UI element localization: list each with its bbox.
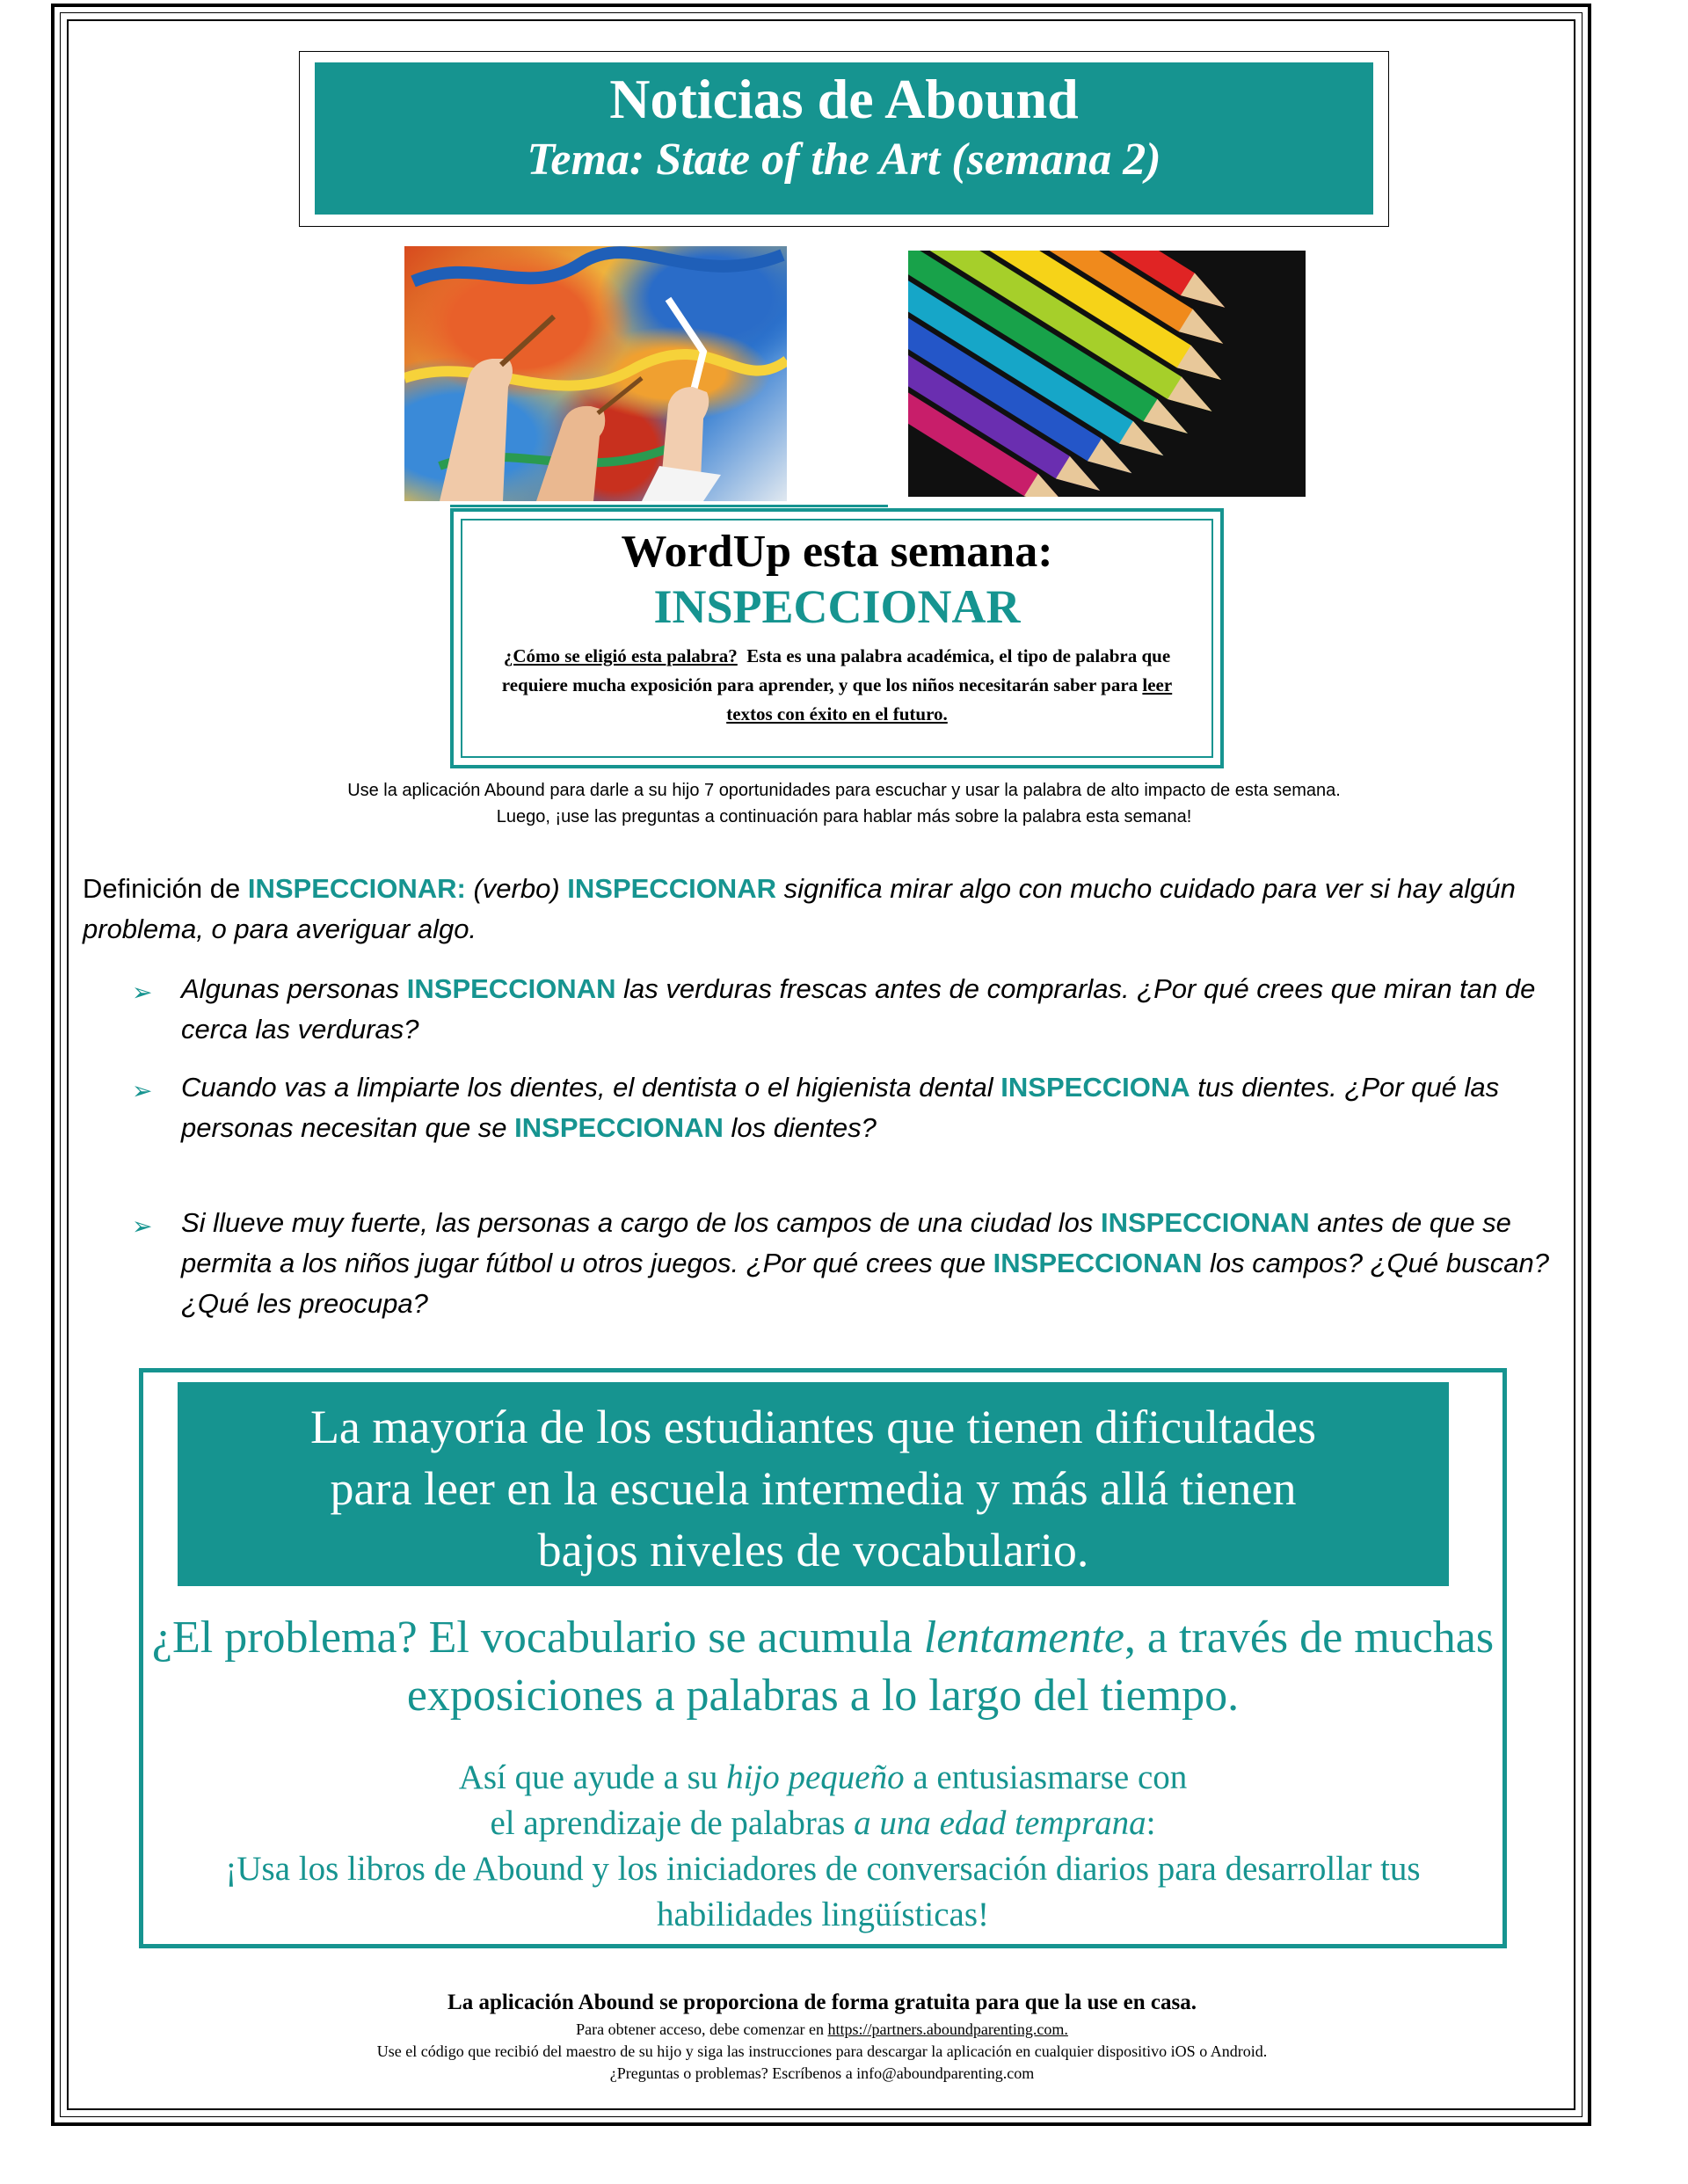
definition <box>83 869 1577 950</box>
bullet-keyword: INSPECCIONAN <box>993 1248 1203 1278</box>
intro-text <box>176 777 1512 830</box>
list-item <box>132 1203 1574 1324</box>
problem-text <box>149 1609 1496 1725</box>
teal-divider <box>450 505 888 507</box>
help-text-e: ¡Usa los libros de Abound y los iniciadores de conversación diarios para desarrollar tus habilidades lingüísticas! <box>225 1850 1421 1933</box>
bullet-text: las verduras frescas antes de comprarlas. ¿Por qué crees que miran tan de cerca las verduras? <box>181 973 1536 1045</box>
bullet-text: Cuando vas a limpiarte los dientes, el dentista o el higienista dental <box>181 1072 1001 1103</box>
footer-access-link[interactable]: https://partners.aboundparenting.com. <box>827 2020 1068 2038</box>
colored-pencils-image <box>908 251 1306 497</box>
wordup-note-question: ¿Cómo se eligió esta palabra? <box>503 645 738 666</box>
help-emphasis-2: a una edad temprana <box>854 1804 1146 1842</box>
bullet-text: Si llueve muy fuerte, las personas a cargo de los campos de una ciudad los <box>181 1207 1101 1238</box>
definition-prefix: Definición de <box>83 873 248 904</box>
problem-text-b: , a través de muchas exposiciones a palabras a lo largo del tiempo. <box>406 1613 1495 1721</box>
question-list <box>132 969 1574 1324</box>
arrow-bullet-icon: ➢ <box>132 979 153 1006</box>
wordup-note <box>494 642 1180 729</box>
page-title: Noticias de Abound <box>609 68 1079 130</box>
bullet-text: los dientes? <box>723 1112 877 1143</box>
bullet-keyword: INSPECCIONAN <box>1100 1207 1310 1238</box>
footer-contact: ¿Preguntas o problemas? Escríbenos a info@aboundparenting.com <box>609 2064 1035 2082</box>
wordup-note-text: Esta es una palabra académica, el tipo de palabra que requiere mucha exposición para aprender, y que los niños necesitarán saber para <box>501 645 1171 695</box>
bullet-text: antes de que se permita a los niños jugar fútbol u otros juegos. ¿Por qué crees que <box>181 1207 1511 1278</box>
bullet-keyword: INSPECCIONA <box>1000 1072 1190 1103</box>
arrow-bullet-icon: ➢ <box>132 1212 153 1240</box>
intro-line-1: Use la aplicación Abound para darle a su hijo 7 oportunidades para escuchar y usar la palabra de alto impacto de esta semana. <box>347 781 1341 800</box>
help-text <box>149 1755 1496 1938</box>
list-item <box>132 1067 1574 1148</box>
footer-access-prefix: Para obtener acceso, debe comenzar en <box>576 2020 828 2038</box>
problem-emphasis: lentamente <box>923 1613 1124 1663</box>
intro-line-2: Luego, ¡use las preguntas a continuación para hablar más sobre la palabra esta semana! <box>496 807 1192 826</box>
bullet-text: los campos? ¿Qué buscan? ¿Qué les preocupa? <box>181 1248 1549 1319</box>
definition-word-label: INSPECCIONAR: <box>247 873 466 904</box>
arrow-bullet-icon: ➢ <box>132 1077 153 1104</box>
wordup-word: INSPECCIONAR <box>653 580 1021 633</box>
painting-hands-image <box>404 246 787 501</box>
callout-line-3: bajos niveles de vocabulario. <box>537 1524 1089 1576</box>
wordup-box <box>461 519 1213 758</box>
page-subtitle: Tema: State of the Art (semana 2) <box>527 135 1161 185</box>
help-text-b: a entusiasmarse con <box>904 1758 1188 1796</box>
footer <box>106 1987 1539 2085</box>
callout-banner <box>178 1382 1449 1586</box>
problem-text-a: ¿El problema? El vocabulario se acumula <box>151 1613 924 1663</box>
wordup-title: WordUp esta semana: <box>621 527 1053 577</box>
callout-line-1: La mayoría de los estudiantes que tienen dificultades <box>309 1401 1317 1453</box>
bullet-keyword: INSPECCIONAN <box>514 1112 724 1143</box>
definition-word: INSPECCIONAR <box>567 873 776 904</box>
list-item <box>132 969 1574 1050</box>
bullet-text: tus dientes. ¿Por qué las personas necesitan que se <box>181 1072 1500 1143</box>
help-text-c: el aprendizaje de palabras <box>490 1804 855 1842</box>
callout-line-2: para leer en la escuela intermedia y más allá tienen <box>330 1462 1297 1515</box>
footer-code: Use el código que recibió del maestro de su hijo y siga las instrucciones para descargar la aplicación en cualquier dispositivo iOS o Android. <box>376 2042 1268 2060</box>
wordup-note-link: leer textos con éxito en el futuro. <box>726 674 1173 724</box>
bullet-text: Algunas personas <box>181 973 407 1004</box>
header-banner <box>315 62 1373 215</box>
footer-access <box>106 2019 1539 2041</box>
definition-pos: (verbo) <box>465 873 568 904</box>
definition-text: significa mirar algo con mucho cuidado para ver si hay algún problema, o para averiguar algo. <box>83 873 1516 944</box>
footer-main: La aplicación Abound se proporciona de forma gratuita para que la use en casa. <box>447 1991 1197 2014</box>
bullet-keyword: INSPECCIONAN <box>406 973 616 1004</box>
help-text-d: : <box>1146 1804 1156 1842</box>
help-emphasis-1: hijo pequeño <box>726 1758 905 1796</box>
help-text-a: Así que ayude a su <box>458 1758 727 1796</box>
